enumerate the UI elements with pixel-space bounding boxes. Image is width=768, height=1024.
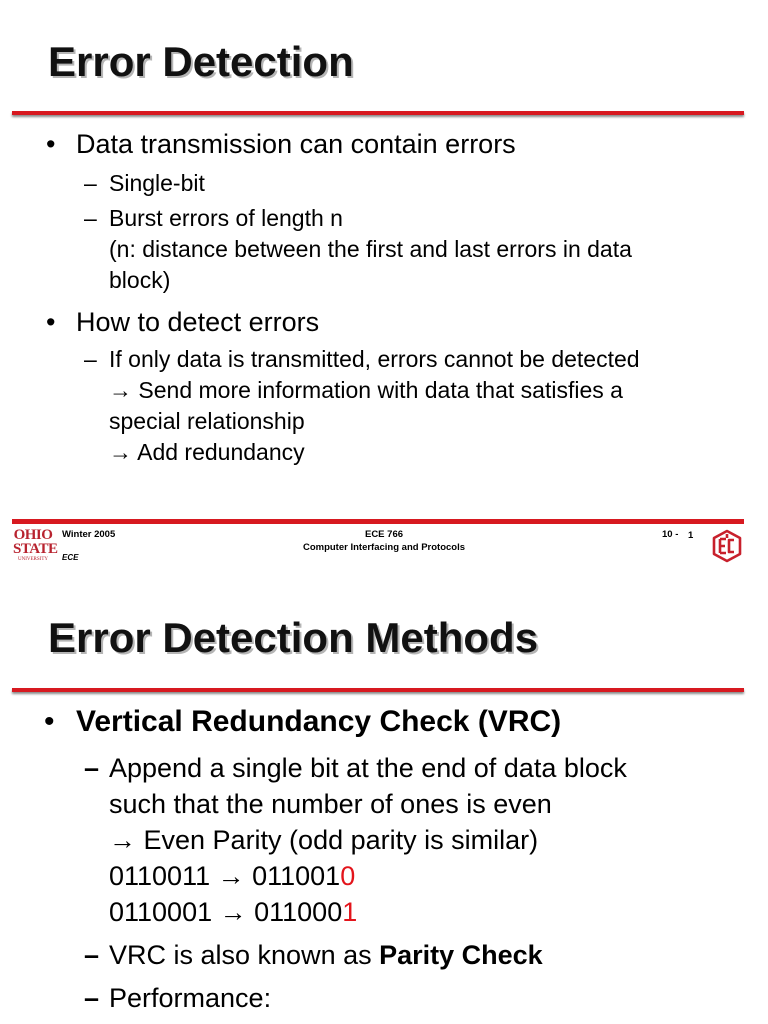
bullet-dot: • — [46, 129, 56, 159]
dash-marker: – — [84, 940, 100, 970]
footer-page-prefix: 10 - — [662, 529, 679, 540]
sub-text: (n: distance between the first and last errors in data — [109, 236, 632, 262]
bullet-dot: • — [46, 307, 56, 337]
sub-text: block) — [109, 267, 171, 293]
logo-text: STATE — [13, 541, 58, 557]
sub-text-plain: VRC is also known as — [109, 940, 380, 970]
parity-bit: 0 — [340, 861, 356, 891]
ece-logo-icon — [709, 528, 745, 564]
sub-text — [109, 937, 543, 973]
slide-footer — [0, 526, 768, 574]
sub-text: → Send more information with data that satisfies a — [109, 377, 623, 403]
bullet-text: How to detect errors — [76, 307, 320, 337]
footer-term: Winter 2005 — [62, 529, 116, 540]
sub-text-bold: Parity Check — [379, 940, 543, 970]
example-data: 0110011 → 011001 — [109, 861, 341, 891]
bullet-text: Data transmission can contain errors — [76, 129, 516, 159]
logo-text: UNIVERSITY — [18, 557, 48, 562]
sub-text: Performance: — [109, 983, 272, 1013]
dash-marker: – — [84, 983, 100, 1013]
slide-title: Error Detection — [48, 38, 354, 85]
title-rule — [12, 111, 744, 115]
footer-dept: ECE — [62, 553, 79, 562]
sub-text: special relationship — [109, 408, 305, 434]
footer-course-code: ECE 766 — [364, 529, 404, 540]
bullet-dot: • — [44, 705, 55, 738]
sub-text: Burst errors of length n — [109, 205, 343, 231]
parity-example — [109, 894, 627, 930]
dash-marker: – — [84, 346, 97, 372]
slide-title: Error Detection Methods — [48, 614, 539, 661]
dash-marker: – — [84, 753, 100, 783]
sub-text: If only data is transmitted, errors cannot be detected — [109, 346, 640, 372]
title-rule — [12, 688, 744, 692]
sub-text: → Even Parity (odd parity is similar) — [109, 825, 539, 855]
footer-rule — [12, 519, 744, 524]
bullet-text: Vertical Redundancy Check (VRC) — [76, 705, 562, 738]
footer-course-name: Computer Interfacing and Protocols — [302, 542, 466, 553]
dash-marker: – — [84, 205, 97, 231]
example-data: 0110001 → 011000 — [109, 897, 343, 927]
logo-text: OHIO — [13, 527, 53, 543]
footer-page-number: 1 — [688, 530, 694, 541]
sub-text: Single-bit — [109, 170, 205, 196]
sub-text: → Add redundancy — [109, 439, 305, 465]
sub-text: Append a single bit at the end of data block — [109, 753, 627, 783]
sub-text: such that the number of ones is even — [109, 789, 552, 819]
parity-example — [109, 858, 627, 894]
dash-marker: – — [84, 170, 97, 196]
parity-bit: 1 — [342, 897, 358, 927]
